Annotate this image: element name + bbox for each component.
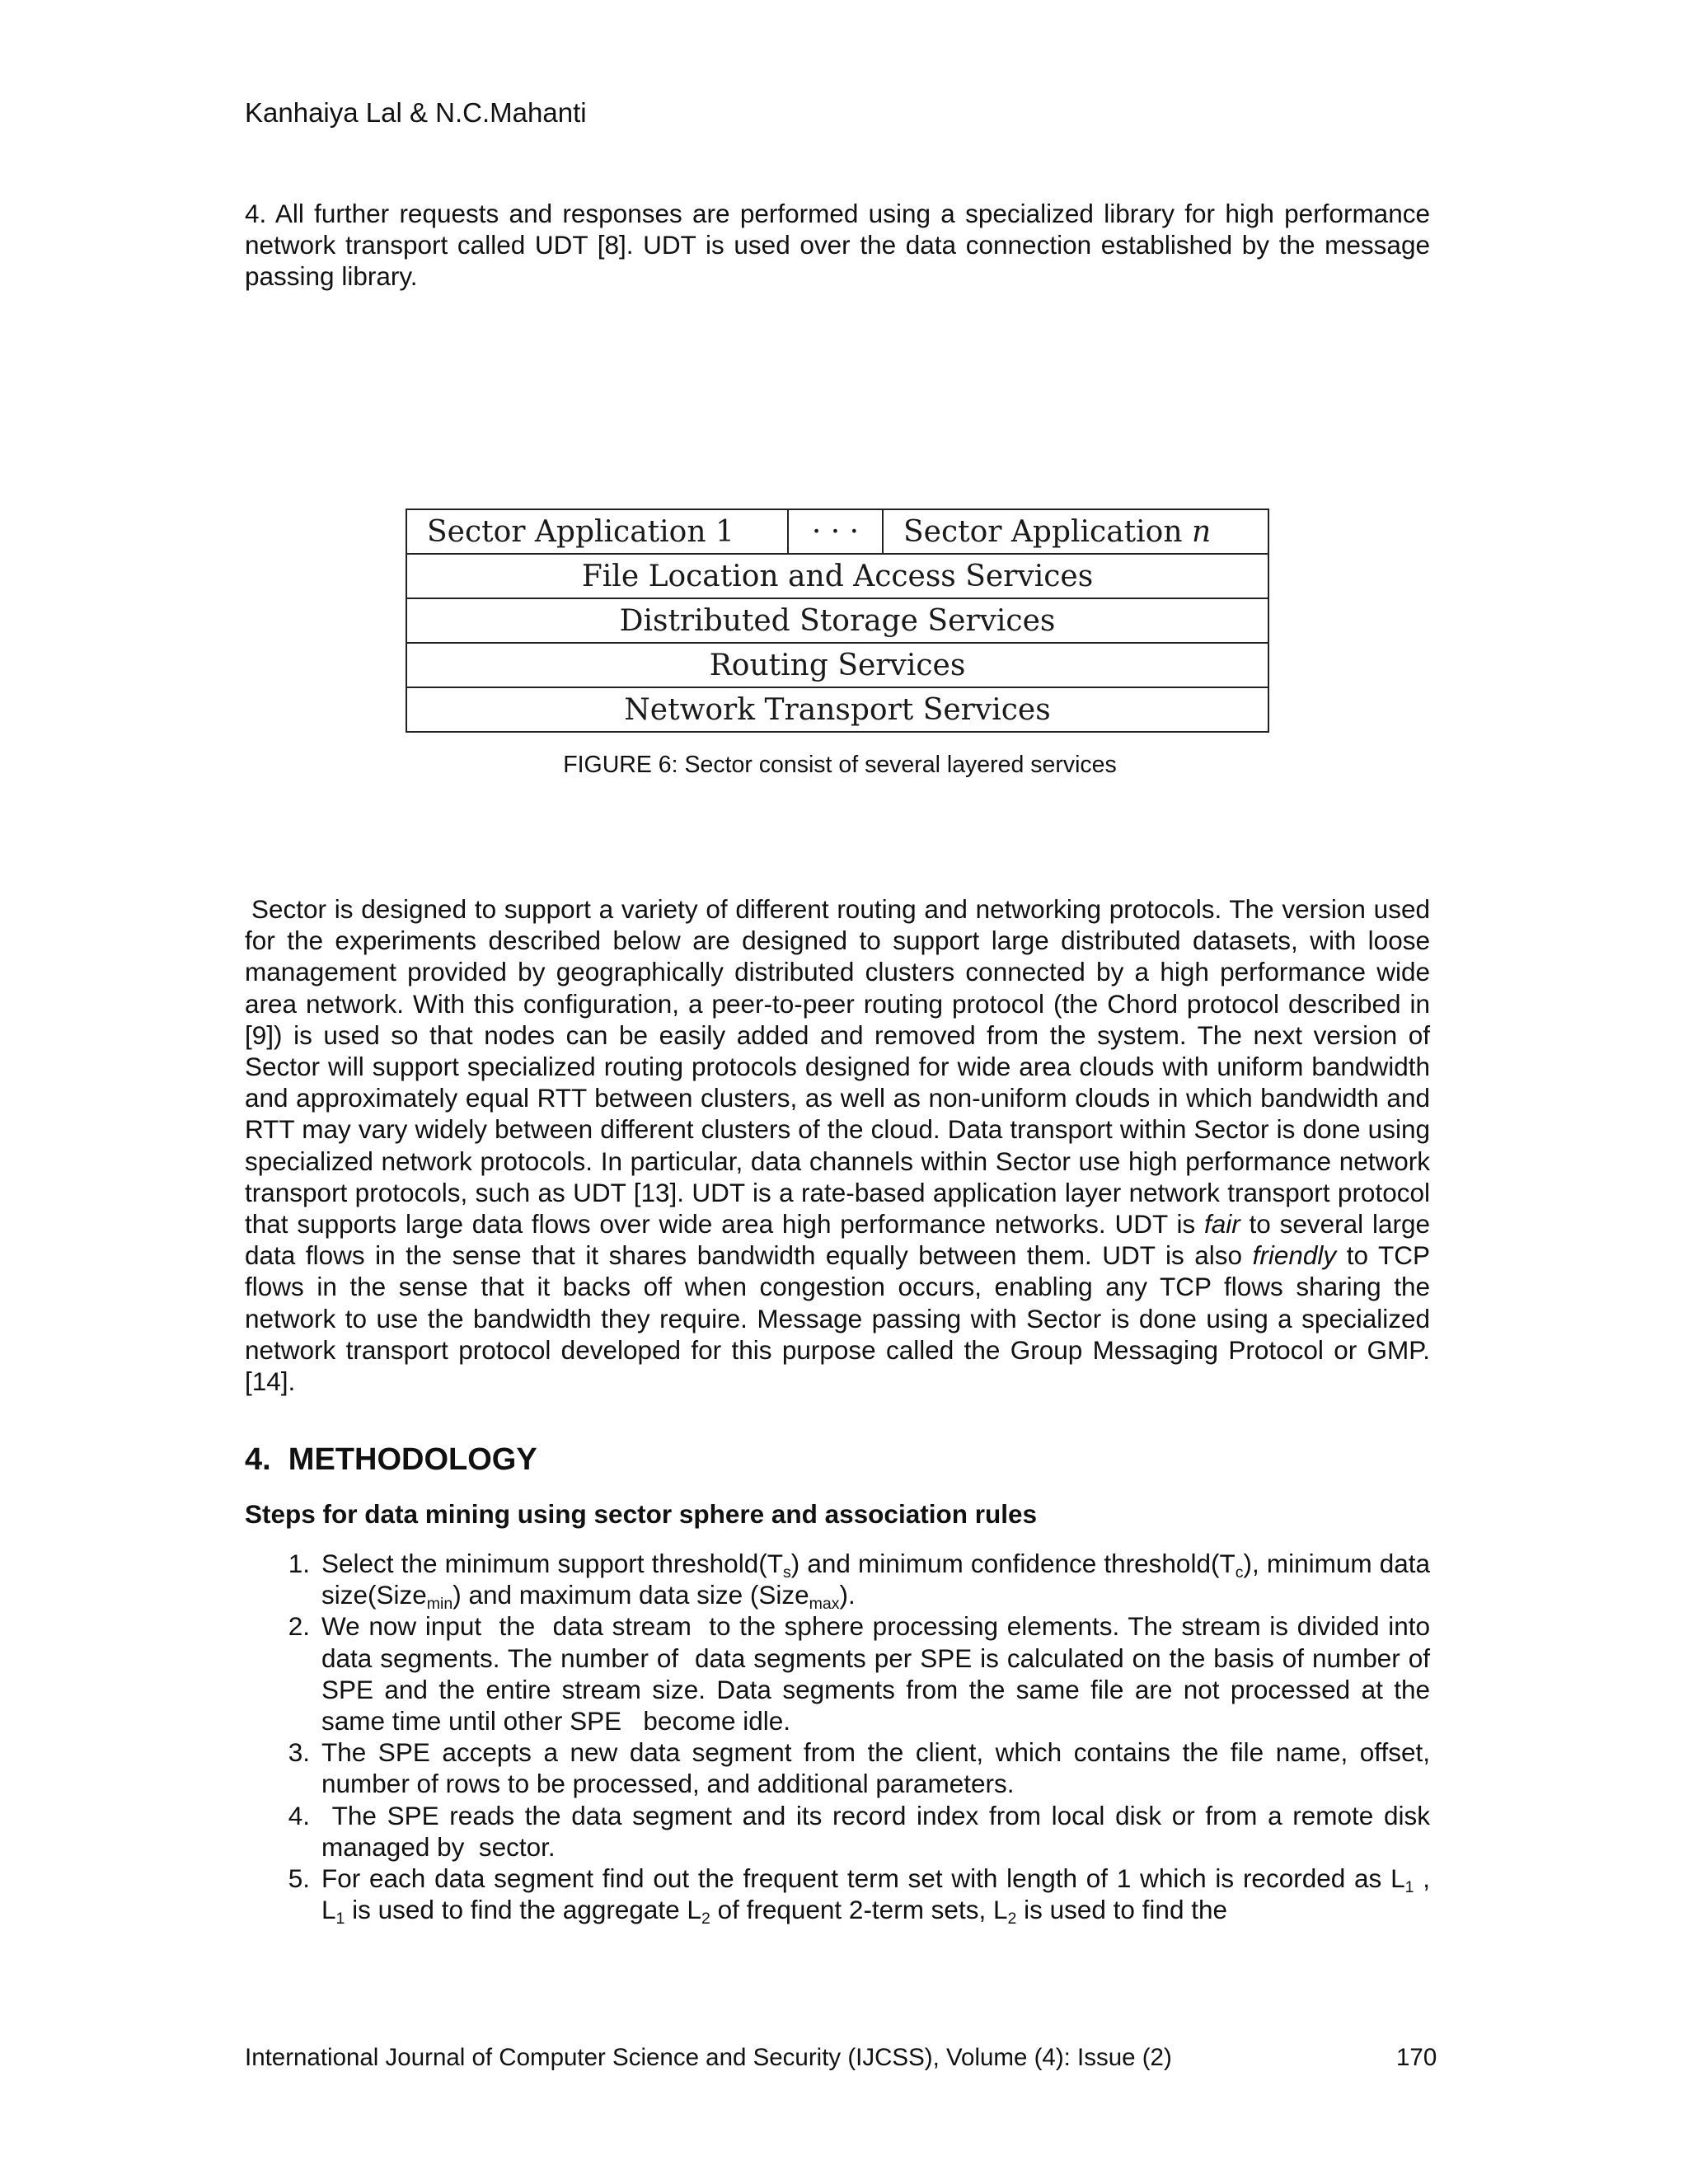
subsection-heading: Steps for data mining using sector sphere and association rules — [245, 1499, 1037, 1529]
step1-text-c: ), minimum data size(Size — [321, 1549, 1431, 1610]
step1-text-d: ) and maximum data size (Size — [452, 1580, 809, 1610]
figure-app-last-var: n — [1191, 514, 1212, 549]
figure-layer-file-location: File Location and Access Services — [407, 555, 1268, 599]
steps-list — [245, 1548, 1452, 1929]
step-text: The SPE reads the data segment and its record index from local disk or from a remote disk managed by sector. — [321, 1800, 1437, 1862]
list-item — [245, 1548, 1431, 1614]
step1-text-e: ). — [839, 1580, 856, 1610]
step5-sub-b: 1 — [335, 1910, 345, 1929]
section-heading: 4. METHODOLOGY — [245, 1442, 537, 1477]
body-part-1: Sector is designed to support a variety of different routing and networking protocols. The version used for the experiments described below are designed to support large distributed datasets, with loose management provided by geographically distributed clusters connected by a high performance wide area network. With this configuration, a peer-to-peer routing protocol (the Chord protocol described in [9]) is used so that nodes can be easily added and removed from the system. The next version of Sector will support specialized routing protocols designed for wide area clouds with uniform bandwidth and approximately equal RTT between clusters, as well as non-uniform clouds in which bandwidth and RTT may vary widely between different clusters of the cloud. Data transport within Sector is done using specialized network protocols. In particular, data channels within Sector use high performance network transport protocols, such as UDT [13]. UDT is a rate-based application layer network transport protocol that supports large data flows over wide area high performance networks. UDT is — [245, 894, 1430, 1240]
body-part-3: to TCP flows in the sense that it backs off when congestion occurs, enabling any TCP flows sharing the network to use the bandwidth they require. Message passing with Sector is done using a specialized network transport protocol developed for this purpose called the Group Messaging Protocol or GMP. [14]. — [245, 1240, 1430, 1397]
figure-cell-app-first: Sector Application 1 — [407, 510, 789, 553]
step1-sub-a: s — [782, 1563, 791, 1582]
step5-sub-c: 2 — [701, 1910, 710, 1929]
figure-cell-app-last — [884, 510, 1268, 553]
figure-layer-routing: Routing Services — [407, 644, 1268, 688]
list-item — [245, 1863, 1452, 1929]
step-number: 5. — [288, 1863, 310, 1894]
step1-text-a: Select the minimum support threshold(T — [321, 1549, 783, 1578]
step5-text-b: , L — [321, 1863, 1452, 1925]
figure-layer-distributed-storage: Distributed Storage Services — [407, 599, 1268, 644]
footer-journal: International Journal of Computer Science and Security (IJCSS), Volume (4): Issue (2) — [245, 2044, 1172, 2071]
figure-caption-text: FIGURE 6: Sector consist of several layered services — [563, 752, 1117, 778]
step-number: 3. — [288, 1737, 310, 1768]
figure-app-last-prefix: Sector Application — [903, 514, 1192, 549]
step1-text-b: ) and minimum confidence threshold(T — [790, 1549, 1236, 1578]
step1-sub-b: c — [1235, 1563, 1244, 1582]
list-item — [245, 1736, 1430, 1799]
step5-text-c: is used to find the aggregate L — [345, 1895, 701, 1925]
step5-text-e: is used to find the — [1016, 1895, 1228, 1925]
body-emphasis-friendly: friendly — [1252, 1240, 1337, 1271]
figure-application-row — [407, 510, 1268, 555]
step5-sub-a: 1 — [1404, 1877, 1414, 1896]
step-number: 4. — [288, 1800, 310, 1830]
step-text — [321, 1548, 1431, 1614]
figure-layer-network-transport: Network Transport Services — [624, 692, 1051, 727]
step-text: The SPE accepts a new data segment from the client, which contains the file name, offset, number of rows to be processed, and additional parameters. — [321, 1737, 1430, 1799]
step-number: 1. — [288, 1549, 310, 1578]
step5-text-a: For each data segment find out the frequent term set with length of 1 which is recorded as L — [321, 1863, 1405, 1894]
running-header-authors: Kanhaiya Lal & N.C.Mahanti — [245, 97, 587, 128]
step-number: 2. — [288, 1611, 310, 1642]
figure-layered-services — [406, 509, 1269, 733]
page-number: 170 — [1396, 2044, 1437, 2071]
figure-caption — [0, 752, 1688, 779]
list-item — [245, 1610, 1437, 1736]
body-part-2: to several large data flows in the sense that it shares bandwidth equally between them. UDT is also — [245, 1209, 1430, 1271]
step5-text-d: of frequent 2-term sets, L — [710, 1895, 1008, 1925]
step1-sub-d: max — [809, 1595, 840, 1614]
intro-paragraph: 4. All further requests and responses are performed using a specialized library for high performance network transport called UDT [8]. UDT is used over the data connection established by the message passing library. — [245, 199, 1430, 292]
step1-sub-c: min — [426, 1595, 453, 1614]
step-text — [321, 1863, 1452, 1929]
body-paragraph — [245, 893, 1430, 1397]
step5-sub-d: 2 — [1007, 1910, 1017, 1929]
figure-cell-ellipsis: · · · — [789, 510, 884, 553]
list-item — [245, 1800, 1437, 1863]
step-text: We now input the data stream to the sphere processing elements. The stream is divided into data segments. The number of data segments per SPE is calculated on the basis of number of SPE and the entire stream size. Data segments from the same file are not processed at the same time until other SPE become idle. — [321, 1611, 1437, 1736]
body-emphasis-fair: fair — [1203, 1209, 1240, 1240]
